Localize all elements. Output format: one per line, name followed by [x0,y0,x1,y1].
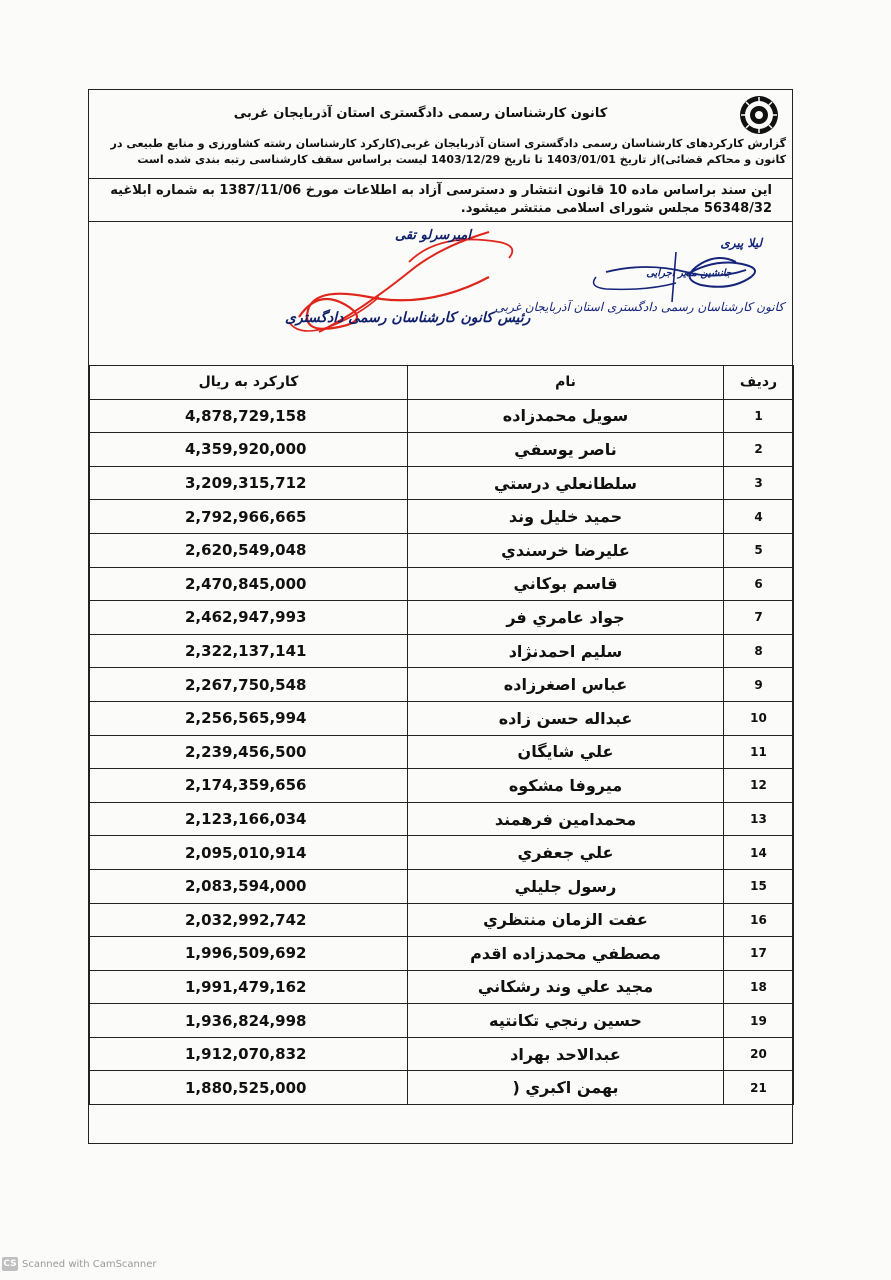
row-index: 17 [724,937,794,971]
row-name: حميد خليل وند [408,500,724,534]
table-row [90,634,794,668]
row-name: عبدالاحد بهراد [408,1037,724,1071]
row-name: سويل محمدزاده [408,399,724,433]
row-amount: 1,936,824,998 [90,1004,408,1038]
row-name: علي جعفري [408,836,724,870]
row-amount: 2,032,992,742 [90,903,408,937]
row-amount: 4,359,920,000 [90,433,408,467]
table-row [90,701,794,735]
row-index: 14 [724,836,794,870]
document-header [89,90,792,136]
document-frame [88,89,793,1144]
camscanner-logo-icon: CS [3,1259,17,1269]
row-amount: 1,991,479,162 [90,970,408,1004]
table-row [90,567,794,601]
row-name: جواد عامري فر [408,601,724,635]
header-name: نام [408,366,724,400]
row-index: 2 [724,433,794,467]
row-name: سليم احمدنژاد [408,634,724,668]
workload-table [89,365,794,1105]
executive-role: جانشین مدیر اجرایی [646,268,732,279]
row-index: 18 [724,970,794,1004]
row-name: قاسم بوكاني [408,567,724,601]
row-index: 10 [724,701,794,735]
organization-title: کانون کارشناسان رسمی دادگستری استان آذربایجان غربی [233,105,608,121]
table-row [90,433,794,467]
table-row [90,399,794,433]
row-name: علي شايگان [408,735,724,769]
table-row [90,869,794,903]
header-index: ردیف [724,366,794,400]
row-index: 3 [724,466,794,500]
table-row [90,769,794,803]
table-row [90,1004,794,1038]
executive-name: لیلا پیری [720,236,762,250]
row-index: 16 [724,903,794,937]
row-amount: 3,209,315,712 [90,466,408,500]
row-index: 12 [724,769,794,803]
row-amount: 2,462,947,993 [90,601,408,635]
row-amount: 2,322,137,141 [90,634,408,668]
row-name: عبداله حسن زاده [408,701,724,735]
row-amount: 2,256,565,994 [90,701,408,735]
row-index: 7 [724,601,794,635]
row-index: 20 [724,1037,794,1071]
president-signature-icon [259,222,549,362]
executive-signature-icon [576,232,786,352]
table-header-row [90,366,794,400]
row-index: 1 [724,399,794,433]
row-name: عفت الزمان منتظري [408,903,724,937]
row-name: ميروفا مشكوه [408,769,724,803]
row-amount: 2,620,549,048 [90,533,408,567]
header-amount: کارکرد به ریال [90,366,408,400]
president-caption: رئیس کانون کارشناسان رسمی دادگستری [285,310,531,326]
row-amount: 2,239,456,500 [90,735,408,769]
row-name: عباس اصغرزاده [408,668,724,702]
row-name: سلطانعلي درستي [408,466,724,500]
row-name: عليرضا خرسندي [408,533,724,567]
table-row [90,735,794,769]
executive-caption: کانون کارشناسان رسمی دادگستری استان آذربایجان غربی [494,300,784,314]
table-row [90,500,794,534]
scanner-watermark [2,1257,157,1271]
table-row [90,903,794,937]
row-index: 4 [724,500,794,534]
row-index: 13 [724,802,794,836]
row-name: بهمن اكبري ( [408,1071,724,1105]
row-amount: 4,878,729,158 [90,399,408,433]
row-name: مصطفي محمدزاده اقدم [408,937,724,971]
row-name: رسول جليلي [408,869,724,903]
table-row [90,970,794,1004]
row-amount: 1,880,525,000 [90,1071,408,1105]
row-amount: 2,095,010,914 [90,836,408,870]
row-name: حسين رنجي تكانتپه [408,1004,724,1038]
row-amount: 2,083,594,000 [90,869,408,903]
row-index: 21 [724,1071,794,1105]
organization-emblem-icon [738,94,780,136]
row-index: 8 [724,634,794,668]
report-description: گزارش کارکردهای کارشناسان رسمی دادگستری استان آذربایجان غربی(کارکرد کارشناسان رشته کشاورزی و منابع طبیعی در کانون و محاکم قضائی)از تاریخ 1403/01/01 تا تاریخ 1403/12/29 لیست براساس سقف کارشناسی رتبه بندی شده است [110,137,786,166]
table-row [90,1071,794,1105]
row-index: 5 [724,533,794,567]
row-amount: 2,470,845,000 [90,567,408,601]
table-row [90,466,794,500]
table-row [90,601,794,635]
row-name: مجيد علي وند رشكاني [408,970,724,1004]
signature-area [89,222,792,367]
row-name: محمدامين فرهمند [408,802,724,836]
row-index: 11 [724,735,794,769]
table-row [90,937,794,971]
row-amount: 2,174,359,656 [90,769,408,803]
row-index: 9 [724,668,794,702]
row-index: 19 [724,1004,794,1038]
row-amount: 1,912,070,832 [90,1037,408,1071]
publication-note: این سند براساس ماده 10 قانون انتشار و دسترسی آزاد به اطلاعات مورخ 1387/11/06 به شماره ابلاغیه 56348/32 مجلس شورای اسلامی منتشر میشود. [89,178,792,222]
table-row [90,533,794,567]
row-amount: 2,792,966,665 [90,500,408,534]
table-row [90,836,794,870]
table-row [90,668,794,702]
row-amount: 1,996,509,692 [90,937,408,971]
president-name: امیرسرلو تقی [395,228,471,243]
row-amount: 2,267,750,548 [90,668,408,702]
row-index: 6 [724,567,794,601]
table-row [90,802,794,836]
row-amount: 2,123,166,034 [90,802,408,836]
row-name: ناصر يوسفي [408,433,724,467]
watermark-text: Scanned with CamScanner [22,1258,157,1270]
row-index: 15 [724,869,794,903]
table-row [90,1037,794,1071]
